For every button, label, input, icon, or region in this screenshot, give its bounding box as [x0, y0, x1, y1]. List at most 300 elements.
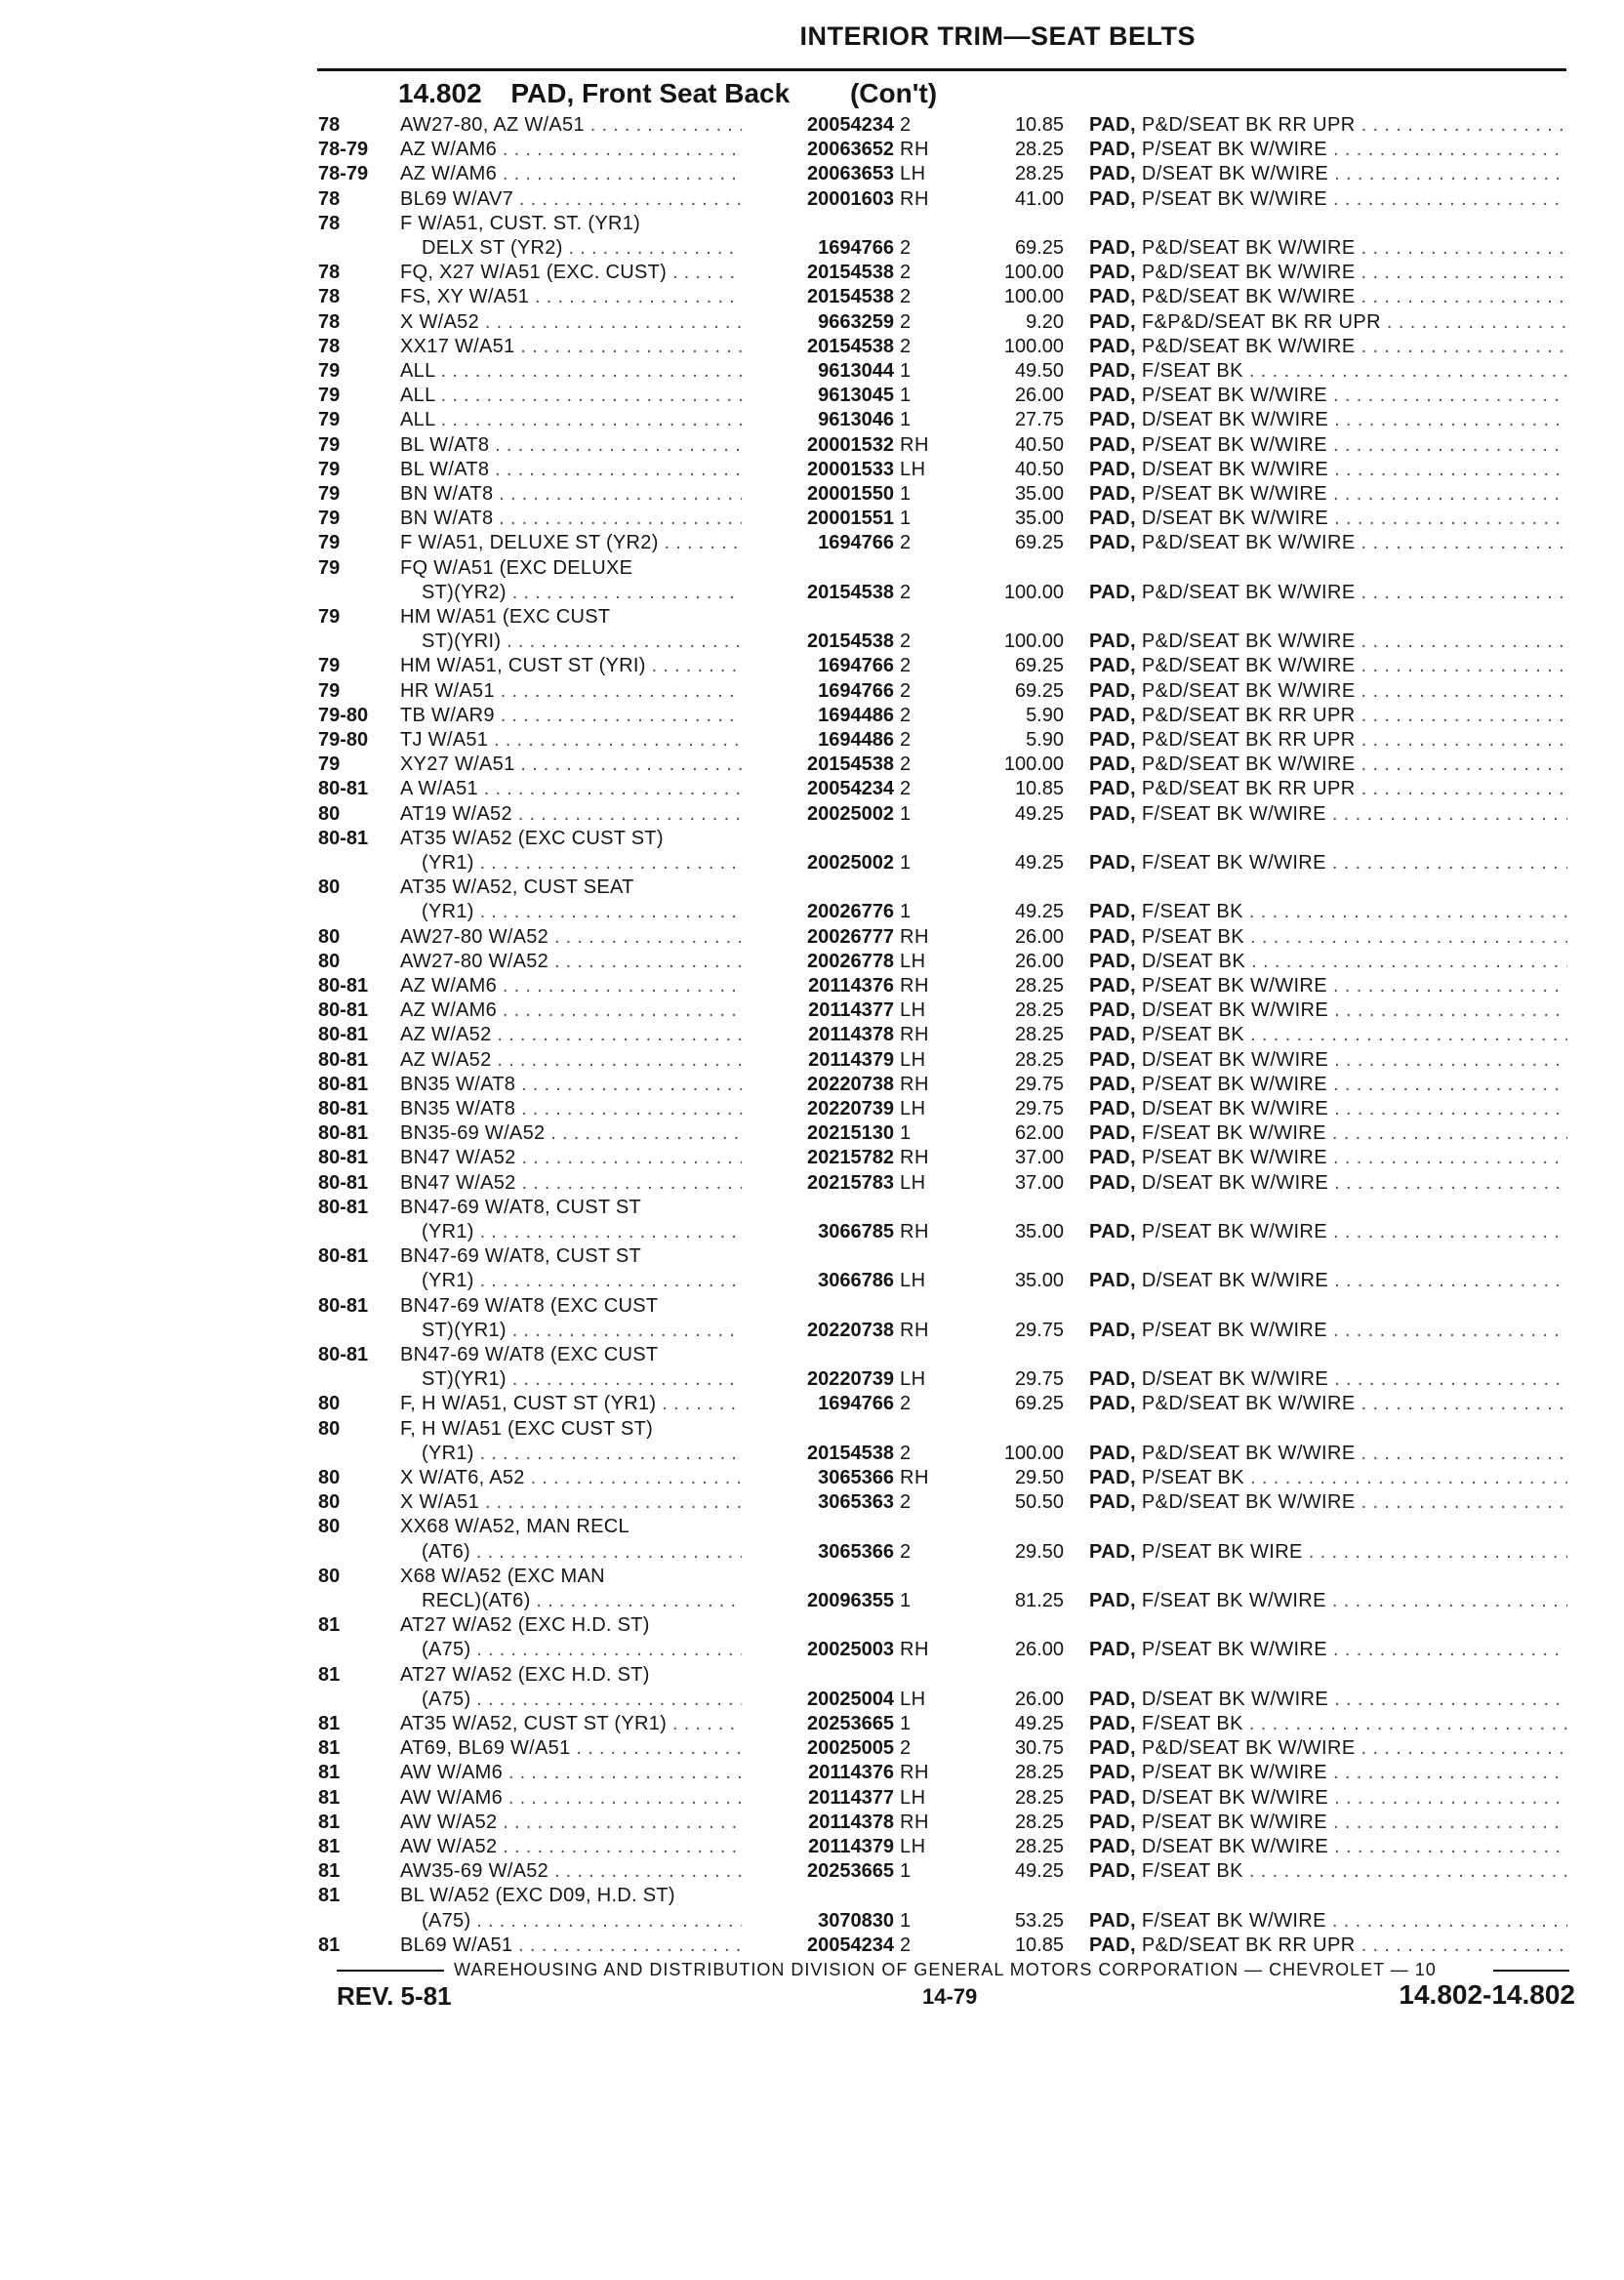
model-description: AW W/AM6 . . . — [400, 1761, 761, 1785]
part-name-head: PAD, — [1089, 139, 1136, 161]
part-name-detail: P/SEAT BK W/WIRE — [1141, 975, 1328, 997]
quantity: RH — [900, 1221, 929, 1242]
price: 49.25 — [1014, 1713, 1064, 1734]
part-name-detail: P&D/SEAT BK RR UPR — [1141, 704, 1356, 726]
part-name-head: PAD, — [1089, 458, 1136, 480]
price: 37.00 — [1014, 1147, 1064, 1169]
table-row — [0, 1294, 1624, 1319]
price: 5.90 — [1026, 704, 1064, 726]
part-name — [1089, 1712, 1567, 1736]
part-name — [1089, 1688, 1567, 1712]
model-year: 80 — [318, 950, 341, 972]
part-name — [1089, 998, 1567, 1023]
part-name-detail: P/SEAT BK WIRE — [1141, 1540, 1303, 1563]
model-description: AZ W/AM6 . . . — [400, 998, 761, 1023]
model-description: BL W/AT8 . . . — [400, 433, 761, 458]
price: 69.25 — [1014, 237, 1064, 259]
part-number: 3066785 — [742, 1220, 894, 1244]
part-number: 20054234 — [742, 113, 894, 138]
table-row — [0, 1121, 1624, 1146]
model-year: 81 — [318, 1786, 341, 1809]
table-row — [0, 1859, 1624, 1884]
part-name-detail: D/SEAT BK W/WIRE — [1141, 999, 1329, 1022]
model-year: 80 — [318, 802, 341, 825]
table-row — [0, 998, 1624, 1023]
table-row — [0, 1244, 1624, 1269]
part-number: 20025005 — [742, 1736, 894, 1761]
price: 28.25 — [1014, 999, 1064, 1022]
quantity: 1 — [900, 1590, 912, 1611]
part-number: 20001603 — [742, 187, 894, 212]
part-number: 1694486 — [742, 704, 894, 728]
part-name — [1089, 1073, 1567, 1097]
quantity: 2 — [900, 1540, 912, 1563]
quantity: 2 — [900, 1491, 912, 1514]
model-year: 79 — [318, 606, 341, 628]
quantity: 1 — [900, 1713, 912, 1734]
table-row — [0, 261, 1624, 285]
part-number: 20025003 — [742, 1638, 894, 1662]
price: 35.00 — [1014, 1221, 1064, 1242]
quantity: 2 — [900, 237, 912, 259]
part-number: 20220739 — [742, 1097, 894, 1121]
price: 29.75 — [1014, 1319, 1064, 1341]
part-name-detail: P&D/SEAT BK W/WIRE — [1141, 1737, 1356, 1760]
part-number: 20253665 — [742, 1712, 894, 1736]
part-name-head: PAD, — [1089, 1786, 1136, 1809]
table-row — [0, 1048, 1624, 1073]
part-name-head: PAD, — [1089, 581, 1136, 603]
quantity: RH — [900, 1639, 929, 1661]
price: 28.25 — [1014, 1048, 1064, 1071]
model-description: BN W/AT8 . . . — [400, 482, 761, 507]
quantity: 2 — [900, 286, 912, 308]
part-name-detail: D/SEAT BK W/WIRE — [1141, 163, 1329, 185]
quantity: LH — [900, 458, 926, 480]
model-description: AW W/A52 . . . — [400, 1835, 761, 1859]
quantity: 1 — [900, 385, 912, 407]
part-name-detail: P&D/SEAT BK W/WIRE — [1141, 237, 1356, 259]
table-row — [0, 900, 1624, 924]
model-year: 78 — [318, 187, 341, 210]
price: 26.00 — [1014, 1639, 1064, 1661]
price: 10.85 — [1014, 1934, 1064, 1956]
part-name-detail: F&P&D/SEAT BK RR UPR — [1141, 310, 1381, 333]
part-name — [1089, 679, 1567, 704]
part-name-head: PAD, — [1089, 483, 1136, 505]
model-description: ALL . . . — [400, 408, 761, 432]
price: 29.75 — [1014, 1098, 1064, 1120]
part-name-detail: P&D/SEAT BK W/WIRE — [1141, 631, 1356, 653]
model-description: ALL . . . — [400, 384, 761, 408]
part-number: 20220738 — [742, 1073, 894, 1097]
part-number: 20001533 — [742, 458, 894, 482]
model-year: 80 — [318, 1417, 341, 1440]
table-row — [0, 1934, 1624, 1958]
price: 26.00 — [1014, 385, 1064, 407]
part-name-head: PAD, — [1089, 286, 1136, 308]
model-description: AW27-80, AZ W/A51 . . . — [400, 113, 761, 138]
part-name-head: PAD, — [1089, 187, 1136, 210]
table-row — [0, 1073, 1624, 1097]
part-name — [1089, 1859, 1567, 1884]
model-description: F W/A51, CUST. ST. (YR1) — [400, 212, 641, 234]
part-name — [1089, 1121, 1567, 1146]
quantity: RH — [900, 1147, 929, 1169]
part-name-detail: P/SEAT BK W/WIRE — [1141, 385, 1328, 407]
model-year: 81 — [318, 1836, 341, 1857]
quantity: 2 — [900, 679, 912, 702]
table-row — [0, 827, 1624, 851]
price: 49.25 — [1014, 802, 1064, 825]
part-name — [1089, 507, 1567, 531]
price: 49.25 — [1014, 852, 1064, 874]
quantity: 2 — [900, 114, 912, 136]
part-number: 20154538 — [742, 630, 894, 654]
part-name-head: PAD, — [1089, 1860, 1136, 1883]
part-name — [1089, 1367, 1567, 1392]
part-name — [1089, 1466, 1567, 1490]
page-header — [317, 21, 1566, 71]
part-name-detail: F/SEAT BK — [1141, 1860, 1243, 1883]
table-row — [0, 408, 1624, 432]
table-row — [0, 1343, 1624, 1367]
part-name — [1089, 1319, 1567, 1343]
part-name-head: PAD, — [1089, 1270, 1136, 1292]
part-name — [1089, 728, 1567, 753]
table-row — [0, 359, 1624, 384]
model-description: AT27 W/A52 (EXC H.D. ST) — [400, 1614, 650, 1637]
part-number: 9663259 — [742, 310, 894, 335]
part-number: 20054234 — [742, 777, 894, 801]
model-year: 78 — [318, 212, 341, 234]
model-year: 78 — [318, 335, 341, 357]
quantity: LH — [900, 1048, 926, 1071]
part-name — [1089, 187, 1567, 212]
part-name-detail: F/SEAT BK W/WIRE — [1141, 852, 1326, 874]
quantity: 2 — [900, 704, 912, 726]
model-description: AT69, BL69 W/A51 . . . — [400, 1736, 761, 1761]
part-number: 3066786 — [742, 1269, 894, 1293]
part-number: 20215130 — [742, 1121, 894, 1146]
table-row — [0, 556, 1624, 581]
model-description: BL W/A52 (EXC D09, H.D. ST) — [400, 1885, 675, 1907]
part-name-head: PAD, — [1089, 1934, 1136, 1956]
part-name-head: PAD, — [1089, 532, 1136, 554]
part-name-detail: P&D/SEAT BK W/WIRE — [1141, 581, 1356, 603]
part-name-head: PAD, — [1089, 262, 1136, 284]
part-name-detail: F/SEAT BK W/WIRE — [1141, 1590, 1326, 1611]
quantity: LH — [900, 950, 926, 972]
table-row — [0, 1786, 1624, 1811]
section-number: 14.802 — [398, 78, 482, 108]
table-row — [0, 138, 1624, 162]
model-year: 78 — [318, 114, 341, 136]
table-row — [0, 1688, 1624, 1712]
quantity: 2 — [900, 753, 912, 776]
part-name-head: PAD, — [1089, 409, 1136, 431]
table-row — [0, 605, 1624, 630]
part-name — [1089, 113, 1567, 138]
model-description: TB W/AR9 . . . — [400, 704, 761, 728]
price: 29.75 — [1014, 1368, 1064, 1391]
model-description: HM W/A51, CUST ST (YRI) . . . — [400, 654, 761, 678]
part-name-head: PAD, — [1089, 163, 1136, 185]
part-name — [1089, 138, 1567, 162]
part-name-detail: P/SEAT BK W/WIRE — [1141, 1762, 1328, 1784]
price: 50.50 — [1014, 1491, 1064, 1514]
model-description: BL69 W/AV7 . . . — [400, 187, 761, 212]
part-name — [1089, 1811, 1567, 1835]
part-name-detail: D/SEAT BK W/WIRE — [1141, 1786, 1329, 1809]
part-number: 3065366 — [742, 1540, 894, 1565]
model-year: 80 — [318, 1393, 341, 1415]
model-description: A W/A51 . . . — [400, 777, 761, 801]
part-number: 20114378 — [742, 1811, 894, 1835]
price: 37.00 — [1014, 1171, 1064, 1194]
model-description: BN W/AT8 . . . — [400, 507, 761, 531]
quantity: LH — [900, 1098, 926, 1120]
model-description: F W/A51, DELUXE ST (YR2) . . . — [400, 531, 761, 555]
part-name-head: PAD, — [1089, 1122, 1136, 1145]
quantity: LH — [900, 1368, 926, 1391]
model-year: 81 — [318, 1934, 341, 1956]
part-name-head: PAD, — [1089, 433, 1136, 456]
table-row — [0, 728, 1624, 753]
price: 100.00 — [1003, 1442, 1064, 1464]
part-name-head: PAD, — [1089, 1048, 1136, 1071]
table-row — [0, 1613, 1624, 1638]
quantity: RH — [900, 433, 929, 456]
part-number: 20114377 — [742, 1786, 894, 1811]
table-row — [0, 1417, 1624, 1442]
table-row — [0, 1319, 1624, 1343]
model-year: 79 — [318, 556, 341, 579]
table-row — [0, 925, 1624, 950]
table-row — [0, 1367, 1624, 1392]
price: 29.50 — [1014, 1540, 1064, 1563]
part-number: 1694766 — [742, 236, 894, 261]
quantity: 2 — [900, 262, 912, 284]
price: 49.50 — [1014, 360, 1064, 382]
part-name-detail: P/SEAT BK W/WIRE — [1141, 1073, 1328, 1095]
part-name — [1089, 261, 1567, 285]
price: 100.00 — [1003, 753, 1064, 776]
quantity: RH — [900, 1319, 929, 1341]
part-name — [1089, 1540, 1567, 1565]
section-range: 14.802-14.802 — [1399, 1979, 1575, 2010]
model-description: (YR1) . . . — [422, 900, 761, 924]
part-name-head: PAD, — [1089, 335, 1136, 357]
price: 100.00 — [1003, 631, 1064, 653]
table-row — [0, 654, 1624, 678]
model-year: 81 — [318, 1713, 341, 1734]
model-description: BN47-69 W/AT8 (EXC CUST — [400, 1294, 659, 1317]
part-name — [1089, 1269, 1567, 1293]
price: 35.00 — [1014, 1270, 1064, 1292]
model-year: 81 — [318, 1811, 341, 1833]
table-row — [0, 851, 1624, 875]
footer-rule-right — [1493, 1970, 1569, 1972]
model-description: ALL . . . — [400, 359, 761, 384]
part-name — [1089, 531, 1567, 555]
table-row — [0, 1565, 1624, 1589]
price: 69.25 — [1014, 532, 1064, 554]
price: 10.85 — [1014, 114, 1064, 136]
price: 28.25 — [1014, 139, 1064, 161]
part-number: 20026778 — [742, 950, 894, 974]
model-year: 80-81 — [318, 778, 369, 800]
part-name — [1089, 1934, 1567, 1958]
quantity: 1 — [900, 483, 912, 505]
price: 28.25 — [1014, 1024, 1064, 1046]
table-row — [0, 433, 1624, 458]
model-description: RECL)(AT6) . . . — [422, 1589, 761, 1613]
part-name-head: PAD, — [1089, 1639, 1136, 1661]
model-year: 80-81 — [318, 1024, 369, 1046]
part-name-detail: P&D/SEAT BK W/WIRE — [1141, 655, 1356, 677]
quantity: 1 — [900, 802, 912, 825]
part-name-detail: P/SEAT BK W/WIRE — [1141, 433, 1328, 456]
part-number: 20114376 — [742, 974, 894, 998]
part-name — [1089, 482, 1567, 507]
part-name-head: PAD, — [1089, 729, 1136, 751]
quantity: 1 — [900, 1860, 912, 1883]
model-year: 80-81 — [318, 975, 369, 997]
model-year: 79 — [318, 360, 341, 382]
page-title: INTERIOR TRIM—SEAT BELTS — [799, 21, 1196, 51]
part-name-head: PAD, — [1089, 1688, 1136, 1710]
model-description: FS, XY W/A51 . . . — [400, 285, 761, 309]
part-name — [1089, 1171, 1567, 1196]
model-description: (YR1) . . . — [422, 851, 761, 875]
part-name-detail: P/SEAT BK W/WIRE — [1141, 1639, 1328, 1661]
part-name-detail: P/SEAT BK — [1141, 925, 1244, 948]
part-name — [1089, 408, 1567, 432]
table-row — [0, 581, 1624, 605]
price: 10.85 — [1014, 778, 1064, 800]
model-year: 79 — [318, 433, 341, 456]
model-description: BN47 W/A52 . . . — [400, 1171, 761, 1196]
model-year: 80-81 — [318, 1073, 369, 1095]
model-year: 80 — [318, 1467, 341, 1488]
price: 49.25 — [1014, 1860, 1064, 1883]
part-name-head: PAD, — [1089, 114, 1136, 136]
price: 27.75 — [1014, 409, 1064, 431]
part-name-detail: F/SEAT BK W/WIRE — [1141, 802, 1326, 825]
part-number: 20154538 — [742, 285, 894, 309]
quantity: 1 — [900, 901, 912, 923]
model-description: AW W/A52 . . . — [400, 1811, 761, 1835]
table-row — [0, 1909, 1624, 1934]
table-row — [0, 212, 1624, 236]
part-name — [1089, 1589, 1567, 1613]
table-row — [0, 1171, 1624, 1196]
part-number: 3070830 — [742, 1909, 894, 1934]
model-year: 78-79 — [318, 163, 369, 185]
part-name-head: PAD, — [1089, 1147, 1136, 1169]
quantity: LH — [900, 1171, 926, 1194]
model-year: 81 — [318, 1737, 341, 1760]
part-number: 20114376 — [742, 1761, 894, 1785]
part-number: 20026776 — [742, 900, 894, 924]
model-year: 80-81 — [318, 1344, 369, 1365]
part-number: 1694766 — [742, 679, 894, 704]
part-number: 20063653 — [742, 162, 894, 186]
quantity: RH — [900, 925, 929, 948]
model-description: (YR1) . . . — [422, 1269, 761, 1293]
footer-publisher: WAREHOUSING AND DISTRIBUTION DIVISION OF GENERAL MOTORS CORPORATION — CHEVROLET — 10 — [454, 1960, 1437, 1979]
model-year: 79-80 — [318, 704, 369, 726]
model-description: HR W/A51 . . . — [400, 679, 761, 704]
price: 35.00 — [1014, 508, 1064, 530]
model-description: X W/A52 . . . — [400, 310, 761, 335]
revision-date: REV. 5-81 — [337, 1981, 452, 2011]
model-year: 80-81 — [318, 1098, 369, 1120]
model-description: XX17 W/A51 . . . — [400, 335, 761, 359]
part-name-head: PAD, — [1089, 1073, 1136, 1095]
part-name-head: PAD, — [1089, 1171, 1136, 1194]
model-description: ST)(YR2) . . . — [422, 581, 761, 605]
part-name-detail: P/SEAT BK W/WIRE — [1141, 1319, 1328, 1341]
quantity: 2 — [900, 1442, 912, 1464]
table-row — [0, 1712, 1624, 1736]
model-year: 79 — [318, 753, 341, 776]
price: 100.00 — [1003, 262, 1064, 284]
part-number: 3065363 — [742, 1490, 894, 1515]
part-name-detail: P&D/SEAT BK W/WIRE — [1141, 753, 1356, 776]
part-name — [1089, 1786, 1567, 1811]
part-name-detail: P&D/SEAT BK W/WIRE — [1141, 1442, 1356, 1464]
model-description: BN47-69 W/AT8 (EXC CUST — [400, 1344, 659, 1365]
part-name — [1089, 630, 1567, 654]
quantity: 2 — [900, 631, 912, 653]
model-year: 79-80 — [318, 729, 369, 751]
part-number: 20114377 — [742, 998, 894, 1023]
quantity: RH — [900, 1024, 929, 1046]
table-row — [0, 1220, 1624, 1244]
part-name-detail: P/SEAT BK W/WIRE — [1141, 139, 1328, 161]
part-number: 20154538 — [742, 335, 894, 359]
model-year: 80 — [318, 1491, 341, 1514]
part-number: 20001532 — [742, 433, 894, 458]
part-name-head: PAD, — [1089, 1319, 1136, 1341]
table-row — [0, 1023, 1624, 1047]
part-name-detail: F/SEAT BK — [1141, 360, 1243, 382]
part-name-head: PAD, — [1089, 1762, 1136, 1784]
table-row — [0, 187, 1624, 212]
part-name-detail: D/SEAT BK W/WIRE — [1141, 1098, 1329, 1120]
part-number: 20001550 — [742, 482, 894, 507]
quantity: 2 — [900, 778, 912, 800]
section-continued: (Con't) — [849, 78, 938, 108]
part-name-detail: D/SEAT BK W/WIRE — [1141, 1688, 1329, 1710]
part-name-head: PAD, — [1089, 925, 1136, 948]
part-name — [1089, 1023, 1567, 1047]
part-name-head: PAD, — [1089, 631, 1136, 653]
part-name-detail: D/SEAT BK — [1141, 950, 1246, 972]
price: 28.25 — [1014, 1836, 1064, 1857]
model-description: AZ W/A52 . . . — [400, 1023, 761, 1047]
part-number: 20154538 — [742, 1442, 894, 1466]
model-year: 81 — [318, 1614, 341, 1637]
price: 28.25 — [1014, 1786, 1064, 1809]
part-number: 1694766 — [742, 654, 894, 678]
part-name-detail: P/SEAT BK W/WIRE — [1141, 1811, 1328, 1833]
part-number: 9613045 — [742, 384, 894, 408]
model-description: BN47-69 W/AT8, CUST ST — [400, 1196, 642, 1218]
model-year: 79 — [318, 458, 341, 480]
